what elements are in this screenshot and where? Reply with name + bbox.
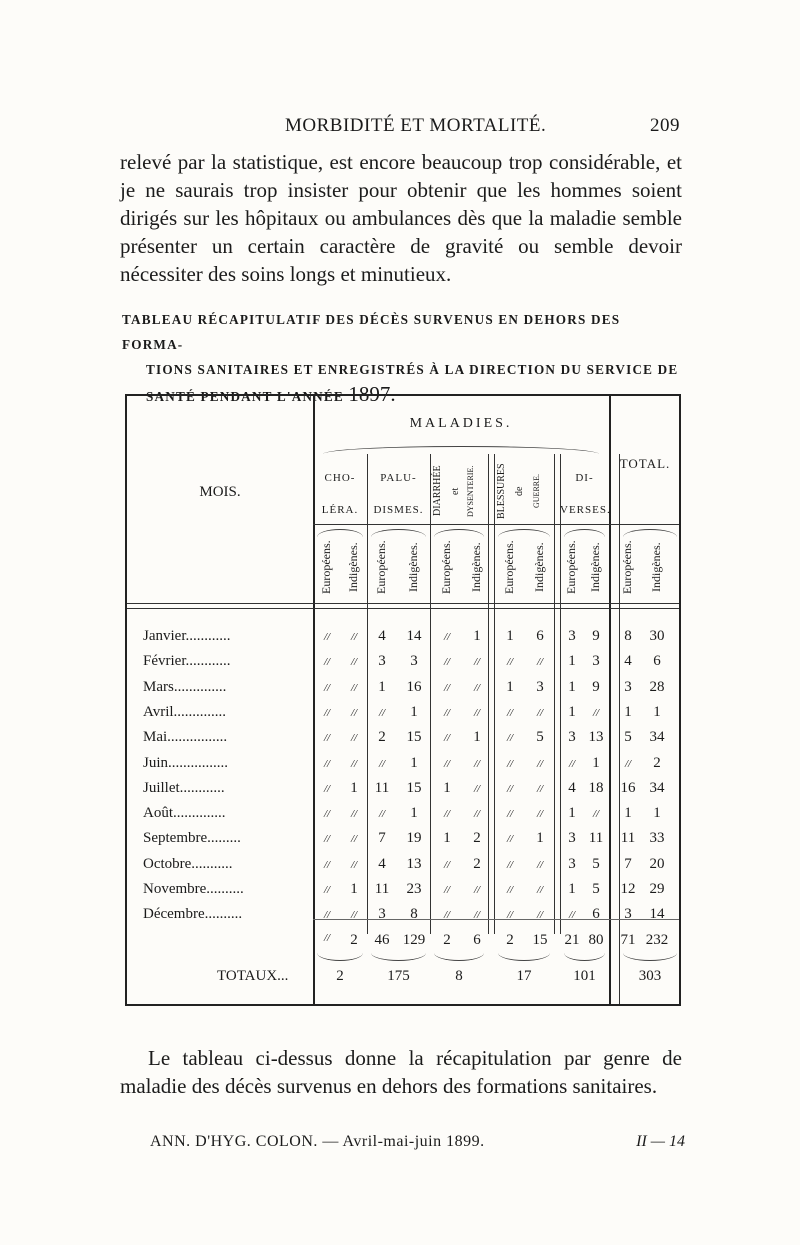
sub-header-indigenes: Indigènes.: [406, 542, 420, 592]
table-cell: 7: [624, 855, 632, 872]
table-cell: 1: [653, 805, 661, 822]
total-brace: [498, 953, 550, 961]
table-cell: 3: [378, 653, 386, 670]
table-cell: 4: [378, 855, 386, 872]
sub-header-indigenes: Indigènes.: [469, 542, 483, 592]
table-cell: //: [323, 884, 331, 896]
table-cell: 23: [406, 881, 422, 897]
table-cell: //: [350, 656, 358, 669]
paludismes-header-1: PALU-: [380, 472, 417, 484]
table-cell: //: [323, 858, 331, 871]
table-cell: //: [323, 833, 331, 846]
table-cell: 1: [568, 653, 576, 670]
row-month: Février............: [143, 653, 231, 670]
table-cell: 1: [410, 754, 418, 771]
table-cell: //: [443, 757, 451, 770]
table-cell: 11: [374, 881, 390, 897]
row-month: Mai................: [143, 729, 228, 746]
cholera-header-2: LÉRA.: [321, 504, 359, 516]
table-cell: //: [323, 757, 331, 770]
table-cell: //: [323, 909, 331, 922]
table-cell: //: [506, 909, 514, 922]
table-cell: //: [536, 757, 544, 770]
subtotal-cell: 46: [374, 932, 390, 948]
group-header-rule: [313, 524, 679, 525]
row-month: Janvier............: [143, 628, 231, 644]
subtotal-cell: 71: [620, 932, 636, 948]
table-cell: 1: [653, 703, 661, 720]
table-cell: 16: [406, 678, 422, 695]
row-month: Août..............: [143, 805, 226, 822]
table-cell: //: [323, 681, 331, 694]
maladies-header: MALADIES.: [409, 416, 513, 431]
table-cell: 13: [406, 855, 422, 872]
row-month: Avril..............: [143, 703, 227, 720]
sub-header-indigenes: Indigènes.: [532, 542, 546, 592]
mois-header: MOIS.: [199, 484, 241, 500]
table-cell: //: [323, 782, 331, 795]
row-month: Mars..............: [143, 678, 227, 695]
total-cell: 8: [455, 968, 463, 984]
blessures-header-2: de: [514, 486, 525, 496]
table-cell: 6: [536, 628, 544, 644]
table-cell: //: [536, 706, 544, 719]
subtotal-cell: 15: [532, 932, 548, 948]
table-cell: 12: [620, 881, 636, 897]
table-cell: //: [568, 909, 576, 922]
subtotal-cell: 2: [350, 932, 358, 948]
sub-header-indigenes: Indigènes.: [588, 542, 602, 592]
table-cell: 4: [568, 779, 576, 796]
table-cell: //: [536, 858, 544, 871]
table-cell: 18: [588, 779, 604, 796]
paludismes-header-2: DISMES.: [373, 504, 424, 516]
summary-table: [125, 394, 681, 1006]
table-cell: //: [323, 706, 331, 719]
total-brace: [564, 953, 605, 961]
table-cell: 5: [592, 881, 600, 897]
table-cell: 3: [624, 678, 632, 695]
header-bottom-rule: [127, 603, 679, 604]
total-brace: [623, 953, 677, 961]
cholera-header-1: CHO-: [324, 472, 356, 484]
table-cell: 3: [536, 678, 544, 695]
table-cell: //: [350, 732, 358, 745]
table-cell: //: [350, 858, 358, 871]
table-cell: //: [443, 706, 451, 719]
table-cell: //: [350, 706, 358, 719]
table-cell: 5: [592, 855, 600, 872]
diverses-header-2: VERSES.: [560, 504, 611, 516]
caption-line-1: TABLEAU RÉCAPITULATIF DES DÉCÈS SURVENUS EN DEHORS DES FORMA-: [122, 312, 621, 352]
table-cell: 29: [649, 881, 665, 897]
table-cell: //: [443, 656, 451, 669]
row-month: Juin................: [143, 754, 229, 771]
footer-journal: ANN. D'HYG. COLON. — Avril-mai-juin 1899.: [150, 1133, 485, 1150]
table-cell: //: [506, 782, 514, 795]
table-cell: 11: [620, 830, 636, 847]
blessures-header-3: GUERRE.: [532, 474, 541, 508]
table-cell: 1: [378, 678, 386, 695]
total-brace: [317, 953, 363, 961]
table-cell: 1: [443, 779, 451, 796]
sub-header-brace: [371, 529, 426, 537]
table-cell: 11: [374, 779, 390, 796]
col-divider: [554, 454, 555, 934]
sub-header-europeens: Européens.: [319, 540, 333, 594]
subtotal-cell: 21: [564, 932, 580, 948]
row-month: Décembre..........: [143, 906, 243, 923]
table-cell: //: [473, 782, 481, 795]
table-cell: 6: [653, 653, 661, 670]
table-cell: 1: [568, 805, 576, 822]
page-number: 209: [650, 115, 680, 136]
table-cell: 1: [568, 881, 576, 897]
sub-header-europeens: Européens.: [620, 540, 634, 594]
table-cell: //: [443, 884, 451, 896]
total-brace: [371, 953, 426, 961]
table-cell: 2: [653, 754, 661, 771]
table-cell: //: [473, 909, 481, 922]
table-cell: 1: [624, 805, 632, 822]
table-cell: 3: [378, 906, 386, 923]
table-cell: //: [592, 808, 600, 821]
table-cell: //: [536, 782, 544, 795]
table-cell: //: [378, 808, 386, 821]
paragraph-intro: relevé par la statistique, est encore beaucoup trop considérable, et je ne saurais trop insister pour obtenir que les hommes soient dirigés sur les hôpitaux ou ambulances dès que la maladie semble présenter un certain caractère de gravité ou semble devoir nécessiter des soins longs et minutieux.: [120, 150, 682, 286]
sub-header-brace: [623, 529, 677, 537]
row-month: Juillet............: [143, 779, 225, 796]
table-cell: 15: [406, 779, 422, 796]
table-cell: //: [506, 732, 514, 745]
table-cell: //: [536, 884, 544, 896]
row-month: Octobre...........: [143, 855, 233, 872]
totaux-label: TOTAUX...: [217, 968, 289, 984]
table-cell: 13: [588, 729, 604, 746]
table-cell: 1: [624, 703, 632, 720]
table-cell: 3: [410, 653, 418, 670]
table-cell: 1: [506, 678, 514, 695]
table-cell: 5: [624, 729, 632, 746]
row-month: Novembre..........: [143, 881, 244, 897]
table-cell: //: [473, 884, 481, 896]
diverses-header-1: DI-: [575, 472, 594, 484]
table-cell: 1: [506, 628, 514, 644]
subtotal-cell: 129: [402, 932, 426, 948]
table-cell: 28: [649, 678, 665, 695]
table-cell: //: [473, 681, 481, 694]
table-cell: //: [536, 656, 544, 669]
subtotal-cell: 80: [588, 932, 604, 948]
table-cell: 1: [568, 703, 576, 720]
table-cell: //: [350, 681, 358, 694]
caption-line-3-text: SANTÉ PENDANT L'ANNÉE: [146, 389, 344, 404]
table-cell: //: [473, 656, 481, 669]
table-cell: 20: [649, 855, 665, 872]
total-cell: 2: [336, 968, 344, 984]
table-cell: //: [506, 656, 514, 669]
table-cell: //: [473, 706, 481, 719]
table-cell: 3: [568, 830, 576, 847]
table-cell: 33: [649, 830, 665, 847]
table-cell: 1: [536, 830, 544, 847]
table-cell: //: [506, 757, 514, 770]
diarrhee-header-1: DIARRHÉE: [432, 465, 443, 517]
table-cell: //: [506, 833, 514, 846]
header-bottom-rule-2: [127, 608, 679, 609]
table-cell: //: [506, 884, 514, 896]
table-cell: 5: [536, 729, 544, 746]
blessures-header-1: BLESSURES: [496, 463, 507, 519]
running-title: MORBIDITÉ ET MORTALITÉ.: [285, 115, 547, 136]
table-divider-total: [609, 396, 611, 1004]
sub-header-brace: [498, 529, 550, 537]
col-divider: [430, 454, 431, 934]
table-cell: //: [350, 833, 358, 846]
maladies-brace: [323, 446, 599, 454]
table-cell: 19: [406, 830, 422, 847]
sub-header-brace: [317, 529, 363, 537]
subtotal-rule: [313, 919, 679, 920]
table-cell: //: [443, 909, 451, 922]
col-divider: [494, 454, 495, 934]
table-cell: 9: [592, 678, 600, 695]
table-cell: //: [506, 808, 514, 821]
table-cell: //: [536, 808, 544, 821]
table-cell: //: [350, 808, 358, 821]
table-cell: 8: [624, 628, 632, 644]
table-cell: //: [506, 858, 514, 871]
table-cell: //: [323, 656, 331, 669]
table-cell: 2: [473, 855, 481, 872]
sub-header-europeens: Européens.: [564, 540, 578, 594]
table-cell: //: [624, 757, 632, 770]
table-cell: //: [323, 631, 331, 643]
diarrhee-header-3: DYSENTERIE.: [466, 465, 475, 517]
table-cell: 4: [378, 628, 386, 644]
table-cell: //: [473, 757, 481, 770]
table-cell: 3: [568, 855, 576, 872]
total-cell: 17: [516, 968, 532, 984]
table-cell: 11: [588, 830, 604, 847]
row-month: Septembre.........: [143, 830, 241, 847]
sub-header-europeens: Européens.: [439, 540, 453, 594]
table-cell: //: [443, 732, 451, 745]
table-cell: //: [350, 757, 358, 770]
caption-year: 1897.: [348, 382, 396, 406]
table-cell: 3: [592, 653, 600, 670]
table-cell: //: [592, 706, 600, 719]
footer-signature: II — 14: [636, 1133, 685, 1150]
sub-header-indigenes: Indigènes.: [346, 542, 360, 592]
table-cell: //: [323, 808, 331, 821]
subtotal-cell: 2: [443, 932, 451, 948]
subtotal-cell: 2: [506, 932, 514, 948]
table-cell: 1: [410, 703, 418, 720]
table-cell: 34: [649, 729, 665, 746]
table-cell: //: [443, 858, 451, 871]
table-cell: //: [443, 631, 451, 643]
table-cell: //: [323, 732, 331, 745]
running-head: [120, 115, 680, 141]
table-cell: //: [473, 808, 481, 821]
table-cell: 30: [649, 628, 665, 644]
table-cell: //: [350, 631, 358, 643]
table-cell: 3: [568, 628, 576, 644]
table-cell: 3: [624, 906, 632, 923]
total-cell: 303: [638, 968, 662, 984]
sub-header-europeens: Européens.: [374, 540, 388, 594]
col-divider: [367, 454, 368, 934]
table-cell: //: [568, 757, 576, 770]
sub-header-europeens: Européens.: [502, 540, 516, 594]
table-cell: 14: [649, 906, 665, 923]
table-cell: 1: [473, 628, 481, 644]
paragraph-conclusion: Le tableau ci-dessus donne la récapitulation par genre de maladie des décès survenus en dehors des formations sanitaires.: [120, 1046, 682, 1098]
sub-header-brace: [564, 529, 605, 537]
table-cell: //: [506, 706, 514, 719]
total-cell: 175: [387, 968, 410, 984]
table-cell: 1: [350, 881, 358, 897]
table-cell: //: [378, 757, 386, 770]
table-cell: //: [536, 909, 544, 922]
table-cell: 1: [568, 678, 576, 695]
table-cell: //: [350, 909, 358, 922]
table-cell: //: [443, 808, 451, 821]
diarrhee-header-2: et: [450, 487, 461, 495]
subtotal-cell: 6: [473, 932, 481, 948]
table-cell: 1: [410, 805, 418, 822]
table-cell: //: [443, 681, 451, 694]
table-cell: 16: [620, 779, 636, 796]
table-cell: 1: [443, 830, 451, 847]
table-cell: 1: [592, 754, 600, 771]
table-cell: 6: [592, 906, 600, 923]
total-header: TOTAL.: [619, 456, 671, 471]
table-cell: 1: [350, 779, 358, 796]
subtotal-cell: 232: [645, 932, 669, 948]
table-cell: 8: [410, 906, 418, 923]
table-cell: //: [378, 706, 386, 719]
table-cell: 1: [473, 729, 481, 746]
subtotal-cell: //: [323, 932, 331, 944]
total-cell: 101: [573, 968, 596, 984]
table-cell: 15: [406, 729, 422, 746]
table-cell: 3: [568, 729, 576, 746]
table-cell: 4: [624, 653, 632, 670]
table-cell: 7: [378, 830, 386, 847]
table-cell: 9: [592, 628, 600, 644]
sub-header-brace: [434, 529, 484, 537]
caption-line-2: TIONS SANITAIRES ET ENREGISTRÉS À LA DIRECTION DU SERVICE DE: [146, 362, 679, 377]
table-cell: 2: [473, 830, 481, 847]
sub-header-indigenes: Indigènes.: [649, 542, 663, 592]
table-cell: 2: [378, 729, 386, 746]
total-brace: [434, 953, 484, 961]
table-cell: 34: [649, 779, 665, 796]
table-cell: 14: [406, 628, 422, 644]
